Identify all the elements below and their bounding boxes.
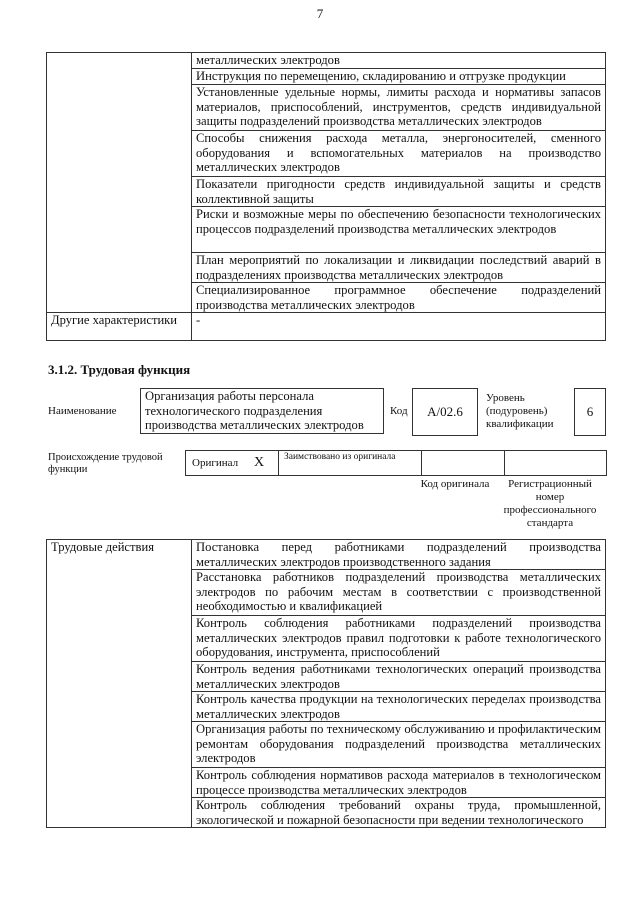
knowledge-item: Риски и возможные меры по обеспечению безопасности технологических процессов подразделений производства металлических электродов bbox=[192, 207, 606, 253]
qualification-level-box bbox=[574, 388, 606, 436]
knowledge-item: Инструкция по перемещению, складированию и отгрузке продукции bbox=[192, 69, 606, 85]
qualification-level: 6 bbox=[586, 404, 594, 419]
other-characteristics-value: - bbox=[192, 313, 606, 341]
function-code-box bbox=[412, 388, 478, 436]
knowledge-item: Установленные удельные нормы, лимиты расхода и нормативы запасов материалов, приспособлений, инструментов, средств индивидуальной защиты подразделений производства металлических электродов bbox=[192, 85, 606, 131]
labor-action: Постановка перед работниками подразделений производства металлических электродов производственного задания bbox=[192, 540, 606, 570]
knowledge-table bbox=[46, 52, 606, 341]
original-mark: Х bbox=[254, 455, 265, 470]
labor-action: Контроль соблюдения требований охраны труда, промышленной, экологической и пожарной безопасности при ведении технологического bbox=[192, 798, 606, 828]
labor-actions-label: Трудовые действия bbox=[47, 540, 192, 828]
registration-number-caption: Регистрационный номер профессионального стандарта bbox=[503, 478, 597, 529]
original-cell bbox=[186, 451, 279, 475]
level-label: Уровень (подуровень) квалификации bbox=[486, 392, 554, 430]
other-characteristics-label: Другие характеристики bbox=[47, 313, 192, 341]
section-title: 3.1.2. Трудовая функция bbox=[48, 362, 191, 377]
page-number: 7 bbox=[316, 6, 324, 21]
labor-action: Контроль качества продукции на технологических переделах производства металлических электродов bbox=[192, 692, 606, 722]
origin-label: Происхождение трудовой функции bbox=[48, 452, 163, 475]
original-label: Оригинал bbox=[192, 457, 239, 469]
code-original-caption: Код оригинала bbox=[420, 478, 490, 490]
name-label: Наименование bbox=[48, 405, 117, 417]
code-label: Код bbox=[390, 405, 408, 417]
table-row bbox=[47, 53, 606, 69]
origin-box bbox=[185, 450, 607, 476]
function-code: А/02.6 bbox=[427, 404, 463, 419]
labor-action: Расстановка работников подразделений производства металлических электродов по рабочим местам в соответствии с производственной необходимостью и квалификацией bbox=[192, 570, 606, 616]
knowledge-item: План мероприятий по локализации и ликвидации последствий аварий в подразделениях производства металлических электродов bbox=[192, 253, 606, 283]
table-cell-empty bbox=[47, 53, 192, 313]
knowledge-item: Специализированное программное обеспечение подразделений производства металлических электродов bbox=[192, 283, 606, 313]
table-row bbox=[47, 313, 606, 341]
borrowed-label: Заимствовано из оригинала bbox=[284, 452, 396, 462]
divider bbox=[421, 451, 422, 475]
labor-actions-table bbox=[46, 539, 606, 828]
labor-action: Контроль ведения работниками технологических операций производства металлических электродов bbox=[192, 662, 606, 692]
divider bbox=[504, 451, 505, 475]
knowledge-item: металлических электродов bbox=[192, 53, 606, 69]
labor-action: Организация работы по техническому обслуживанию и профилактическим ремонтам оборудования подразделений производства металлических электродов bbox=[192, 722, 606, 768]
function-name: Организация работы персонала технологического подразделения производства металлических электродов bbox=[145, 389, 364, 432]
knowledge-item: Показатели пригодности средств индивидуальной защиты и средств коллективной защиты bbox=[192, 177, 606, 207]
labor-action: Контроль соблюдения нормативов расхода материалов в технологическом процессе производства металлических электродов bbox=[192, 768, 606, 798]
function-name-box bbox=[140, 388, 384, 434]
labor-action: Контроль соблюдения работниками подразделений производства металлических электродов правил подготовки к работе технологического оборудования, инструмента, приспособлений bbox=[192, 616, 606, 662]
table-row bbox=[47, 540, 606, 570]
knowledge-item: Способы снижения расхода металла, энергоносителей, сменного оборудования и вспомогательных материалов на производство металлических электродов bbox=[192, 131, 606, 177]
